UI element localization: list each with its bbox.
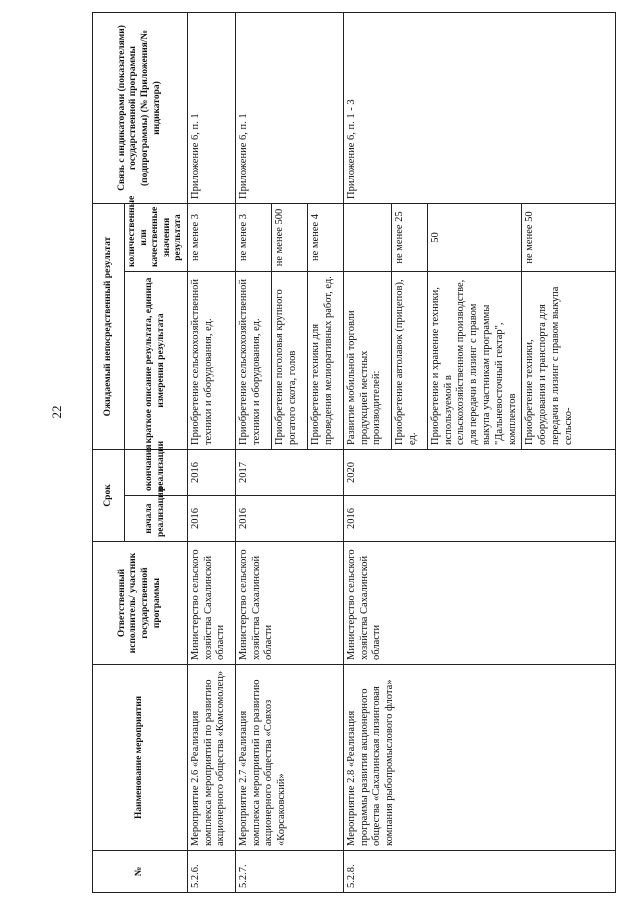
start-year: 2016: [343, 496, 615, 542]
header-num: №: [93, 851, 188, 893]
indicator-link: Приложение 6, п. 1: [187, 13, 235, 204]
header-short-desc: краткое описание результата, единица измерения результата: [125, 272, 188, 450]
measure-name: Мероприятие 2.8 «Реализация программы развития акционерного общества «Сахалинская лизинговая компания рыбопромыслового флота»: [343, 665, 615, 851]
program-measures-table: [92, 12, 616, 893]
start-year: 2016: [235, 496, 343, 542]
header-link: Связь с индикаторами (показателями) государственной программы (подпрограммы) (№ Приложения/№ индикатора): [93, 13, 188, 204]
result-desc: Приобретение сельскохозяйственной техники и оборудования, ед.: [235, 272, 271, 450]
result-value: не менее 50: [522, 204, 616, 272]
header-end: окончания реализации: [125, 450, 188, 496]
result-desc: Приобретение поголовья крупного рогатого скота, голов: [271, 272, 307, 450]
result-desc: Приобретение сельскохозяйственной техники и оборудования, ед.: [187, 272, 235, 450]
row-num: 5.2.7.: [235, 851, 343, 893]
row-num: 5.2.6.: [187, 851, 235, 893]
result-desc: Приобретение и хранение техники, используемой в сельскохозяйственном производстве, для передачи в лизинг с правом выкупа участникам программы "Дальневосточный гектар", комплектов: [427, 272, 522, 450]
row-num: 5.2.8.: [343, 851, 615, 893]
end-year: 2016: [187, 450, 235, 496]
start-year: 2016: [187, 496, 235, 542]
rotated-table-container: [92, 13, 616, 893]
result-value: не менее 500: [271, 204, 307, 272]
header-name: Наименование мероприятия: [93, 665, 188, 851]
result-desc: Приобретение автолавок (прицепов), ед.: [391, 272, 427, 450]
responsible: Министерство сельского хозяйства Сахалинской области: [235, 542, 343, 665]
result-desc: Развитие мобильной торговли продукцией местных производителей:: [343, 272, 391, 450]
responsible: Министерство сельского хозяйства Сахалинской области: [187, 542, 235, 665]
result-desc: Приобретение техники, оборудования и транспорта для передачи в лизинг с правом выкупа сельско-: [522, 272, 616, 450]
page-number: 22: [49, 405, 64, 419]
indicator-link: Приложение 6, п. 1 - 3: [343, 13, 615, 204]
header-term: Срок: [93, 450, 125, 542]
indicator-link: Приложение 6, п. 1: [235, 13, 343, 204]
header-responsible: Ответственный исполнитель/ участник государственной программы: [93, 542, 188, 665]
measure-name: Мероприятие 2.6 «Реализация комплекса мероприятий по развитию акционерного общества «Комсомолец»: [187, 665, 235, 851]
result-desc: Приобретение техники для проведения мелиоративных работ, ед.: [307, 272, 343, 450]
end-year: 2020: [343, 450, 615, 496]
result-value: [343, 204, 391, 272]
header-expected: Ожидаемый непосредственный результат: [93, 204, 125, 450]
result-value: не менее 25: [391, 204, 427, 272]
result-value: 50: [427, 204, 522, 272]
header-quantity: количественные или качественные значения результата: [125, 204, 188, 272]
measure-name: Мероприятие 2.7 «Реализация комплекса мероприятий по развитию акционерного общества «Совхоз «Корсаковский»: [235, 665, 343, 851]
result-value: не менее 3: [187, 204, 235, 272]
header-start: начала реализации: [125, 496, 188, 542]
result-value: не менее 4: [307, 204, 343, 272]
result-value: не менее 3: [235, 204, 271, 272]
end-year: 2017: [235, 450, 343, 496]
responsible: Министерство сельского хозяйства Сахалинской области: [343, 542, 615, 665]
